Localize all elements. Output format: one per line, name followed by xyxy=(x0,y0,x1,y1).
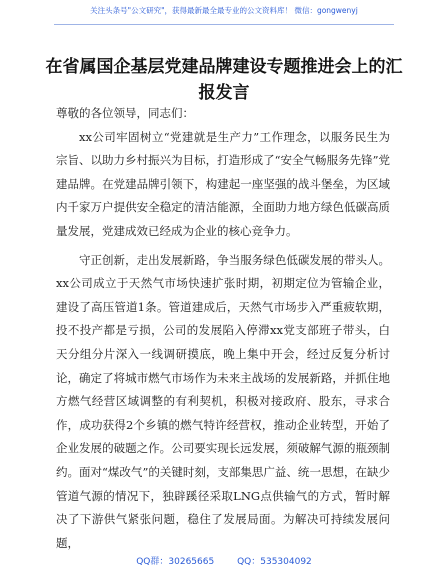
header-banner: 关注头条号"公文研究"，获得最新最全最专业的公文资料库！ 微信：gongwenyj xyxy=(90,6,358,15)
paragraph-1: xx公司牢固树立“党建就是生产力”工作理念，以服务民生为宗旨、以助力乡村振兴为目标，打造形成了“安全气畅服务先锋”党建品牌。在党建品牌引领下，构建起一座坚强的战斗堡垒，为区域内千家万户提供安全稳定的清洁能源，全面助力地方绿色低碳高质量发展，党建成效已经成为企业的核心竞争力。 xyxy=(56,129,390,238)
paragraph-2: 守正创新，走出发展新路，争当服务绿色低碳发展的带头人。xx公司成立于天然气市场快速扩张时期，初期定位为管输企业，建设了高压管道1条。管道建成后，天然气市场步入严重疲软期，投不投产都是亏损，公司的发展陷入停滞xx党支部班子带头，白天分组分片深入一线调研摸底，晚上集中开会，经过反复分析讨论，确定了将城市燃气市场作为未来主战场的发展新路，并抓住地方燃气经营区域调整的有利契机，积极对接政府、股东，寻求合作，成功获得2个乡镇的燃气特许经营权，推动企业转型，开始了企业发展的破题之作。公司要实现长远发展，须破解气源的瓶颈制约。面对“煤改气”的关键时刻，支部集思广益、统一思想，在缺少管道气源的情况下，独辟蹊径采取LNG点供输气的方式，暂时解决了下游供气紧张问题，稳住了发展局面。为解决可持续发展问题， xyxy=(56,252,390,550)
salutation: 尊敬的各位领导，同志们： xyxy=(56,106,194,120)
header-divider xyxy=(54,24,394,25)
footer-qq-group: QQ群：30265665 xyxy=(136,557,215,567)
footer-qq: QQ：535304092 xyxy=(237,557,312,567)
footer-contact xyxy=(0,554,448,567)
document-title: 在省属国企基层党建品牌建设专题推进会上的汇报发言 xyxy=(45,57,403,103)
document-body xyxy=(56,102,390,560)
